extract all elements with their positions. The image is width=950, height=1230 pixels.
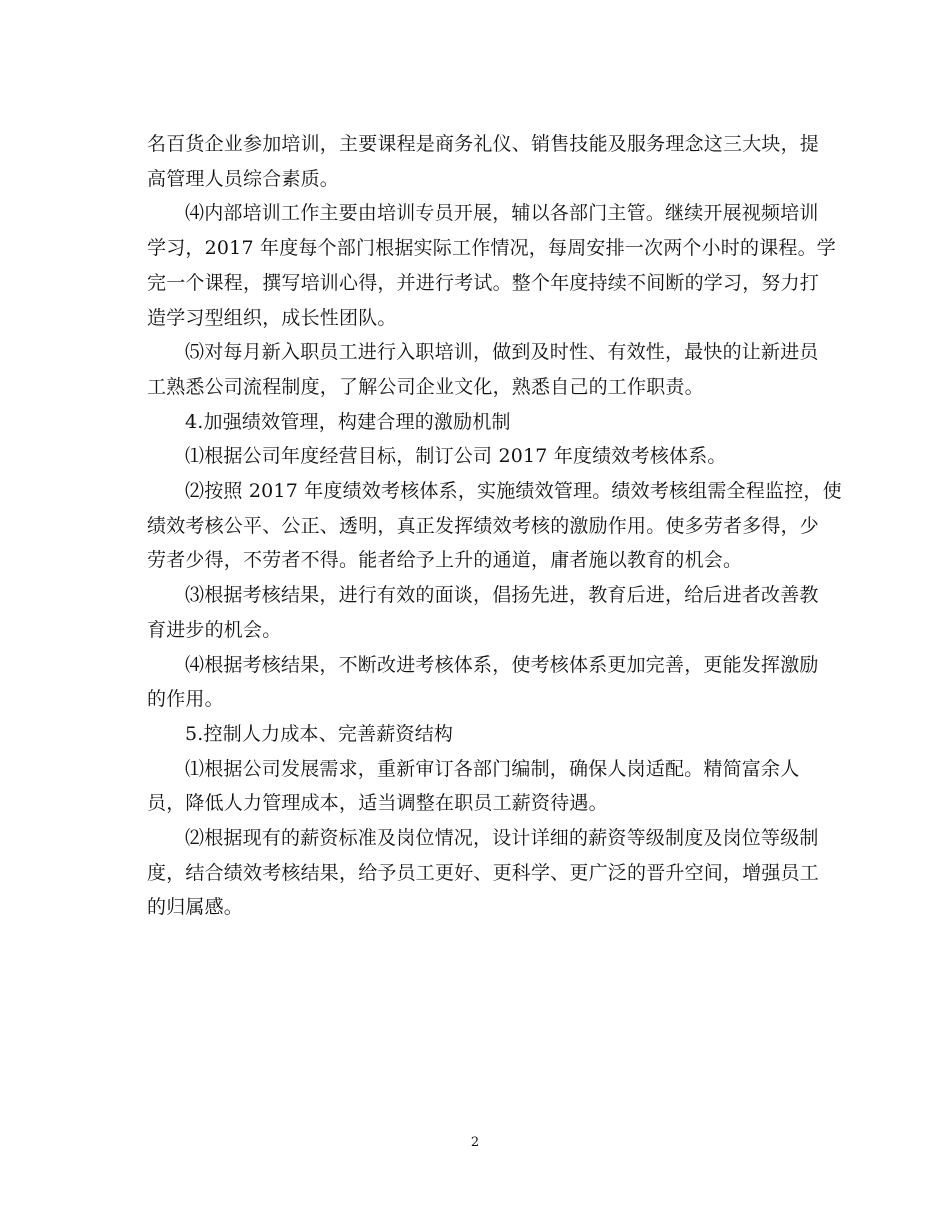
text-line: 的归属感。 [147, 896, 244, 919]
text-line: 完一个课程，撰写培训心得，并进行考试。整个年度持续不间断的学习，努力打 [147, 271, 820, 294]
document-body [147, 127, 842, 925]
text-line: ⑵根据现有的薪资标准及岗位情况，设计详细的薪资等级制度及岗位等级制 [185, 827, 819, 850]
text-line: ⑶根据考核结果，进行有效的面谈，倡扬先进，教育后进，给后进者改善教 [185, 584, 819, 607]
text-line: ⑴根据公司发展需求，重新审订各部门编制，确保人岗适配。精简富余人 [185, 757, 800, 780]
section-heading: 5.控制人力成本、完善薪资结构 [185, 722, 454, 745]
text-line: 高管理人员综合素质。 [147, 167, 340, 190]
text-line: 员，降低人力管理成本，适当调整在职员工薪资待遇。 [147, 792, 608, 815]
text-line: ⑴根据公司年度经营目标，制订公司 2017 年度绩效考核体系。 [185, 445, 727, 468]
text-line: 育进步的机会。 [147, 618, 282, 641]
text-line: 度，结合绩效考核结果，给予员工更好、更科学、更广泛的晋升空间，增强员工 [147, 861, 820, 884]
text-line: 造学习型组织，成长性团队。 [147, 306, 397, 329]
text-line: ⑸对每月新入职员工进行入职培训，做到及时性、有效性，最快的让新进员 [185, 341, 819, 364]
text-line: ⑷根据考核结果，不断改进考核体系，使考核体系更加完善，更能发挥激励 [185, 653, 819, 676]
text-line: 绩效考核公平、公正、透明，真正发挥绩效考核的激励作用。使多劳者多得，少 [147, 514, 820, 537]
text-line: ⑵按照 2017 年度绩效考核体系，实施绩效管理。绩效考核组需全程监控，使 [185, 480, 842, 503]
page-number: 2 [470, 1135, 480, 1150]
text-line: 劳者少得，不劳者不得。能者给予上升的通道，庸者施以教育的机会。 [147, 549, 743, 572]
text-line: 名百货企业参加培训，主要课程是商务礼仪、销售技能及服务理念这三大块，提 [147, 133, 820, 155]
text-line: 工熟悉公司流程制度，了解公司企业文化，熟悉自己的工作职责。 [147, 375, 704, 398]
text-line: 学习，2017 年度每个部门根据实际工作情况，每周安排一次两个小时的课程。学 [147, 237, 836, 260]
text-line: ⑷内部培训工作主要由培训专员开展，辅以各部门主管。继续开展视频培训 [185, 202, 819, 225]
text-line: 的作用。 [147, 688, 224, 711]
section-heading: 4.加强绩效管理，构建合理的激励机制 [185, 410, 511, 433]
